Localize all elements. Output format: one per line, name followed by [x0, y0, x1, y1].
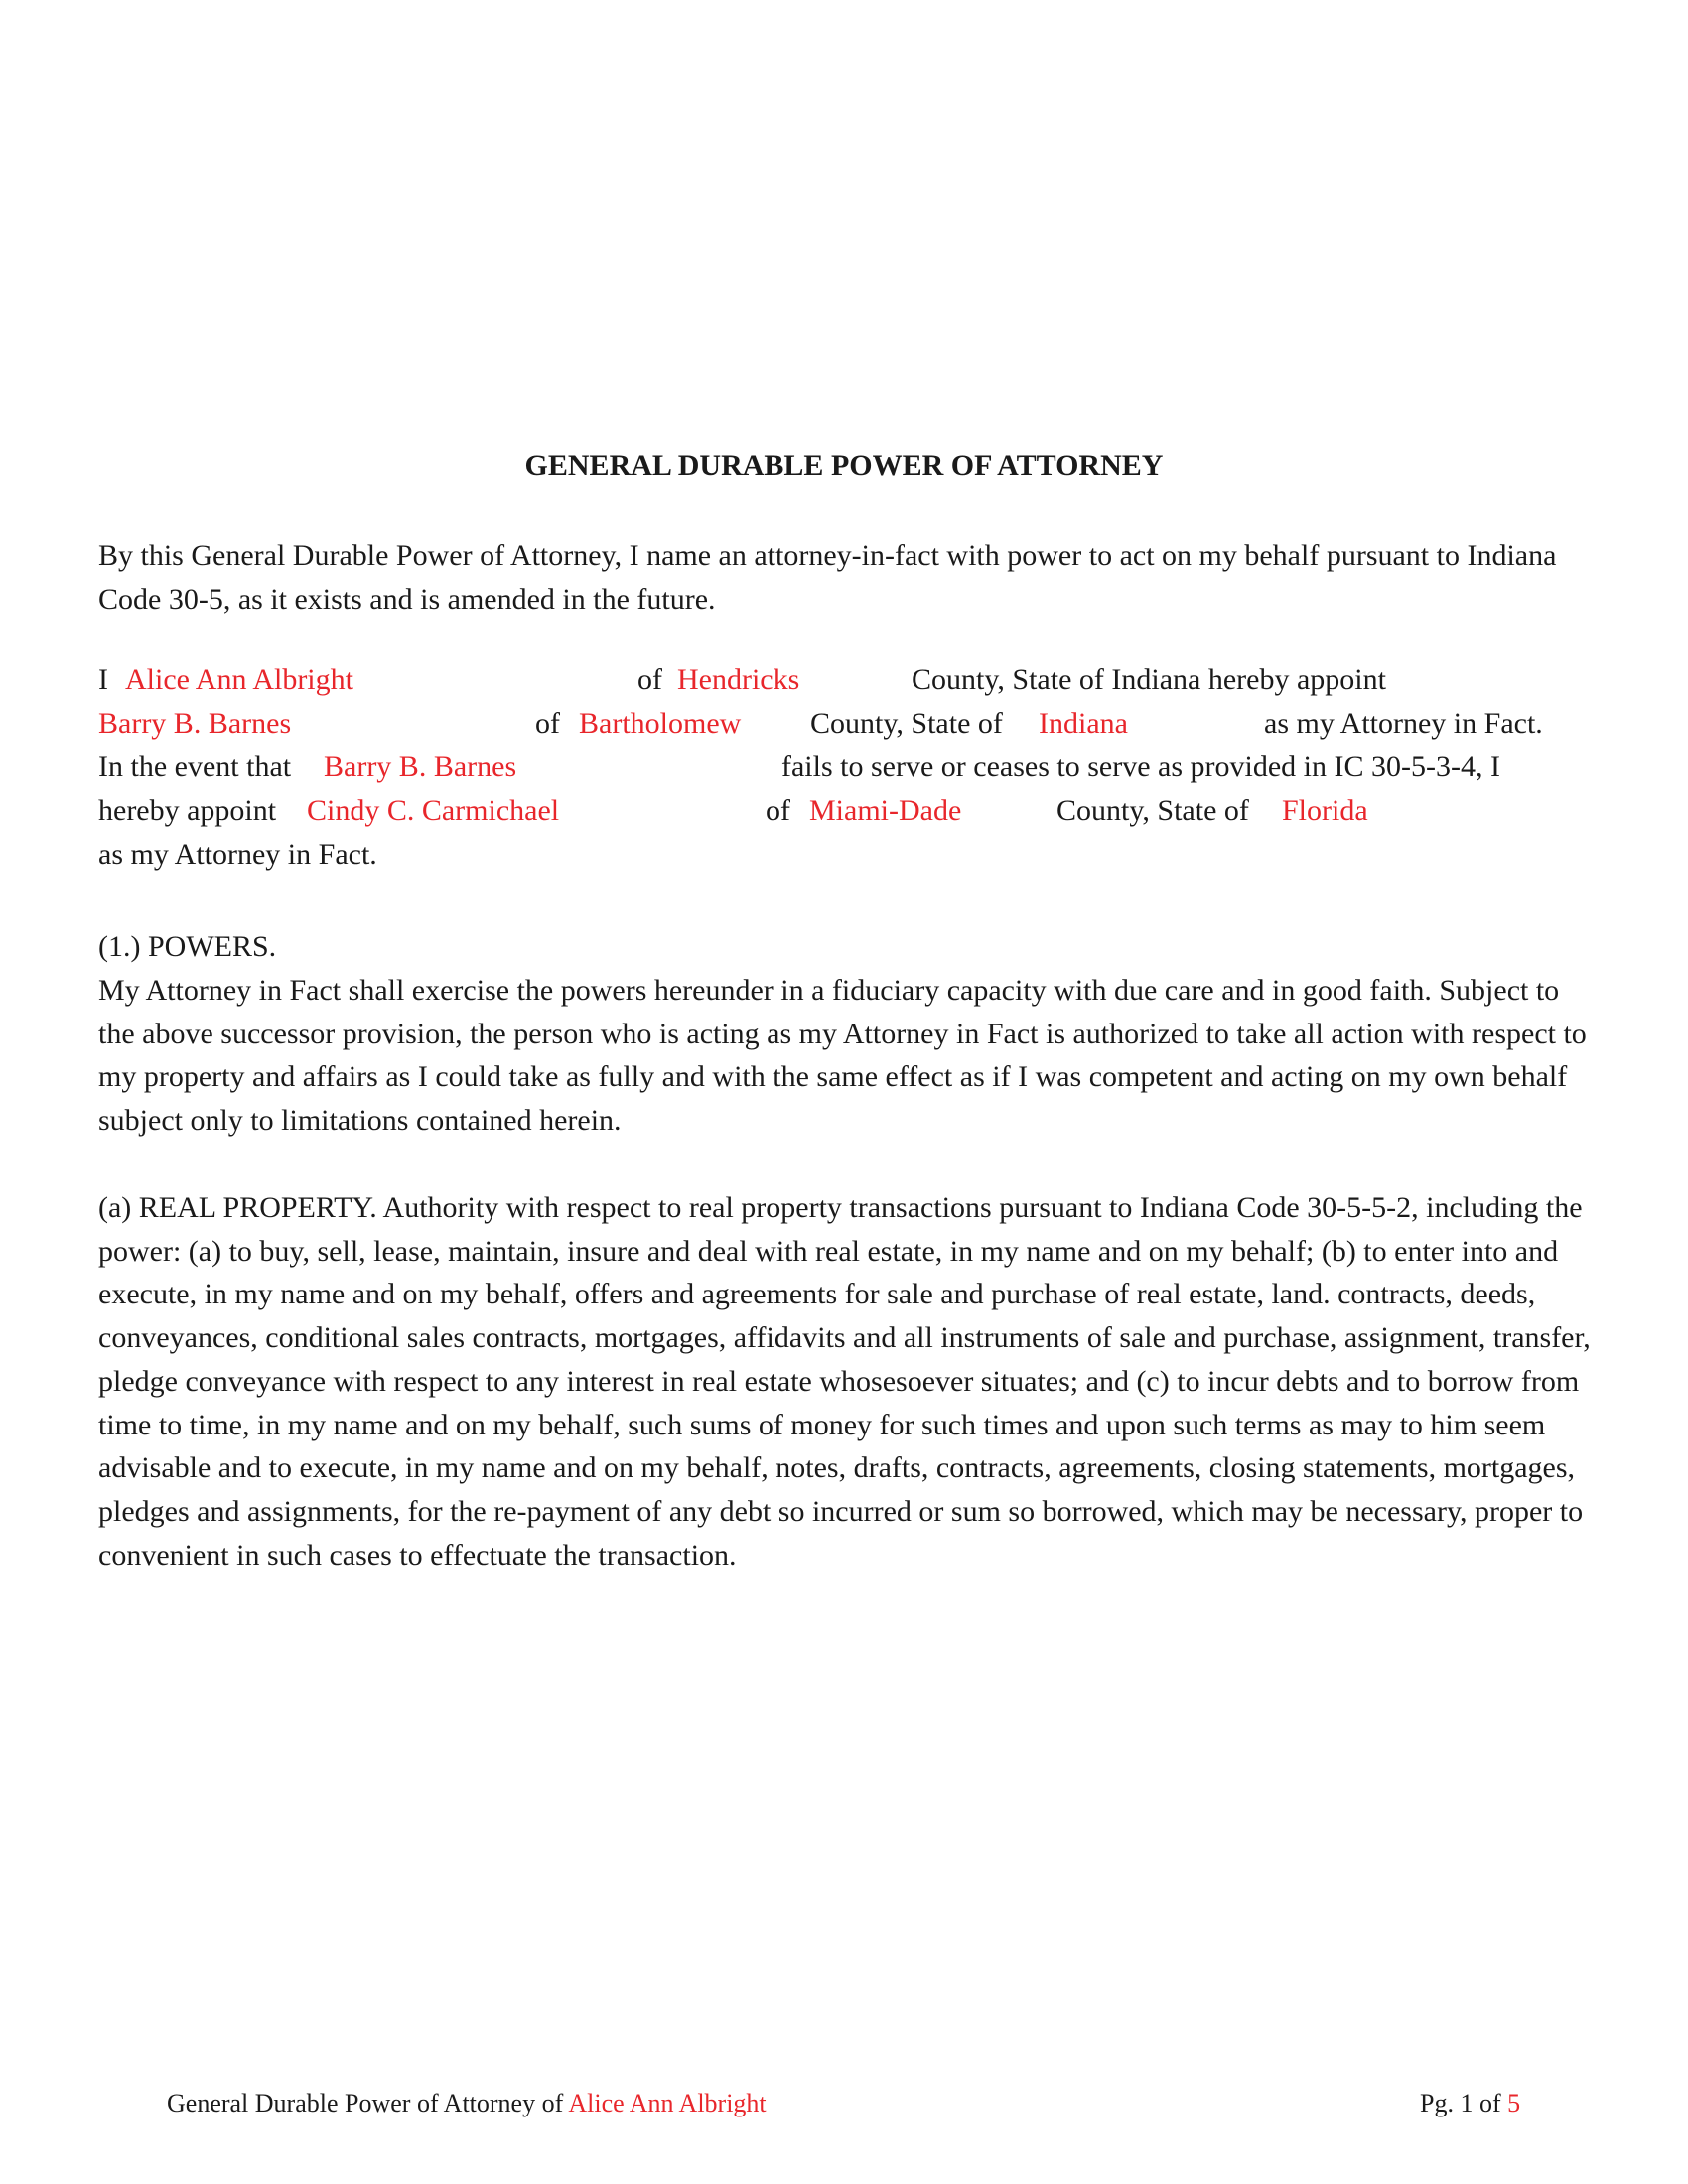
principal-name-field[interactable]: Alice Ann Albright	[125, 663, 353, 696]
label-hereby-appoint: hereby appoint	[98, 794, 277, 827]
page-number	[1420, 2089, 1520, 2118]
label-of: of	[535, 707, 560, 740]
attorney-state-field[interactable]: Indiana	[1039, 707, 1128, 740]
label-as-attorney: as my Attorney in Fact.	[1264, 707, 1543, 740]
successor-name-field[interactable]: Cindy C. Carmichael	[307, 794, 560, 827]
appointment-line-1	[98, 663, 1598, 707]
label-as-attorney: as my Attorney in Fact.	[98, 838, 377, 871]
appointment-line-3	[98, 751, 1598, 794]
powers-heading: (1.) POWERS.	[98, 930, 277, 963]
page-total: 5	[1507, 2089, 1521, 2117]
label-county-state-of: County, State of	[1056, 794, 1249, 827]
label-in-event: In the event that	[98, 751, 292, 783]
footer-left	[167, 2089, 767, 2118]
footer-principal-name: Alice Ann Albright	[568, 2089, 767, 2117]
attorney-name-repeat-field[interactable]: Barry B. Barnes	[324, 751, 517, 783]
label-county-state-appoint: County, State of Indiana hereby appoint	[912, 663, 1386, 696]
label-of: of	[637, 663, 662, 696]
footer-label: General Durable Power of Attorney of	[167, 2089, 564, 2117]
successor-county-field[interactable]: Miami-Dade	[809, 794, 962, 827]
successor-state-field[interactable]: Florida	[1282, 794, 1368, 827]
label-fails-to-serve: fails to serve or ceases to serve as provided in IC 30-5-3-4, I	[781, 751, 1500, 783]
appointment-line-5	[98, 838, 1598, 882]
attorney-county-field[interactable]: Bartholomew	[579, 707, 742, 740]
powers-paragraph: My Attorney in Fact shall exercise the powers hereunder in a fiduciary capacity with due care and in good faith. Subject to the above successor provision, the person who is acting as my Attorney in Fact is authorized to take all action with respect to my property and affairs as I could take as fully and with the same effect as if I was competent and acting on my own behalf subject only to limitations contained herein.	[98, 974, 1587, 1138]
page-label: Pg. 1 of	[1420, 2089, 1501, 2117]
principal-county-field[interactable]: Hendricks	[677, 663, 800, 696]
label-of: of	[766, 794, 790, 827]
label-county-state-of: County, State of	[810, 707, 1003, 740]
label-i: I	[98, 663, 108, 696]
real-property-paragraph: (a) REAL PROPERTY. Authority with respect to real property transactions pursuant to Indiana Code 30-5-5-2, including the power: (a) to buy, sell, lease, maintain, insure and deal with real estate, in my name and on my behalf; (b) to enter into and execute, in my name and on my behalf, offers and agreements for sale and purchase of real estate, land. contracts, deeds, conveyances, conditional sales contracts, mortgages, affidavits and all instruments of sale and purchase, assignment, transfer, pledge conveyance with respect to any interest in real estate whosesoever situates; and (c) to incur debts and to borrow from time to time, in my name and on my behalf, such sums of money for such times and upon such terms as may to him seem advisable and to execute, in my name and on my behalf, notes, drafts, contracts, agreements, closing statements, mortgages, pledges and assignments, for the re-payment of any debt so incurred or sum so borrowed, which may be necessary, proper to convenient in such cases to effectuate the transaction.	[98, 1191, 1591, 1571]
appointment-line-4	[98, 794, 1598, 838]
attorney-name-field[interactable]: Barry B. Barnes	[98, 707, 292, 740]
document-title: GENERAL DURABLE POWER OF ATTORNEY	[524, 449, 1164, 481]
appointment-line-2	[98, 707, 1598, 751]
intro-paragraph: By this General Durable Power of Attorney, I name an attorney-in-fact with power to act on my behalf pursuant to Indiana Code 30-5, as it exists and is amended in the future.	[98, 539, 1557, 615]
